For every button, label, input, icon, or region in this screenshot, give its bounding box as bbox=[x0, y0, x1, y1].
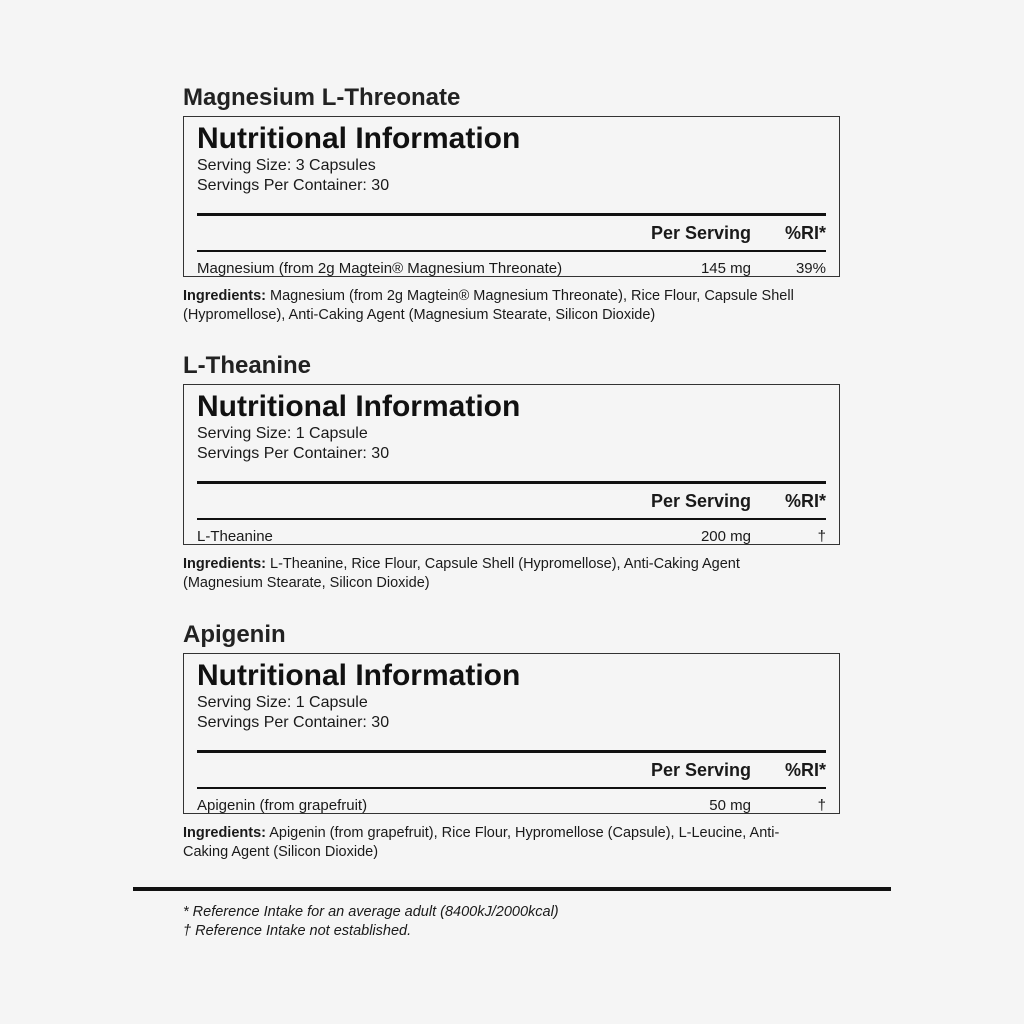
nutrition-panel bbox=[183, 116, 840, 277]
ingredients-text: L-Theanine, Rice Flour, Capsule Shell (Hypromellose), Anti-Caking Agent (Magnesium Stearate, Silicon Dioxide) bbox=[183, 556, 740, 591]
servings-per-container: Servings Per Container: 30 bbox=[197, 714, 390, 731]
per-serving-value: 200 mg bbox=[700, 527, 751, 545]
ingredients-text: Magnesium (from 2g Magtein® Magnesium Threonate), Rice Flour, Capsule Shell (Hypromellose), Anti-Caking Agent (Magnesium Stearate, Silicon Dioxide) bbox=[183, 288, 794, 323]
footnote-reference-intake: * Reference Intake for an average adult (8400kJ/2000kcal) bbox=[183, 904, 559, 920]
nutrition-panel bbox=[183, 384, 840, 545]
ingredients bbox=[183, 287, 823, 325]
table-header bbox=[197, 753, 826, 787]
table-row bbox=[197, 520, 826, 552]
footer-divider bbox=[133, 887, 891, 891]
ri-header: %RI* bbox=[784, 759, 826, 780]
per-serving-header: Per Serving bbox=[650, 759, 751, 780]
product-section-theanine bbox=[183, 352, 840, 593]
nutrient-name: L-Theanine bbox=[197, 527, 273, 545]
ri-header: %RI* bbox=[784, 222, 826, 243]
ingredients-label: Ingredients: bbox=[183, 825, 266, 841]
per-serving-value: 50 mg bbox=[709, 796, 751, 814]
serving-size: Serving Size: 1 Capsule bbox=[197, 425, 368, 442]
table-row bbox=[197, 252, 826, 284]
servings-per-container: Servings Per Container: 30 bbox=[197, 177, 390, 194]
per-serving-header: Per Serving bbox=[650, 490, 751, 511]
ingredients bbox=[183, 824, 823, 862]
nutrient-name: Magnesium (from 2g Magtein® Magnesium Threonate) bbox=[197, 259, 563, 277]
ri-value: † bbox=[817, 527, 826, 545]
ri-header: %RI* bbox=[784, 490, 826, 511]
footnote-not-established: † Reference Intake not established. bbox=[183, 923, 412, 939]
nutrient-name: Apigenin (from grapefruit) bbox=[197, 796, 368, 814]
product-title: L-Theanine bbox=[183, 352, 312, 379]
footnotes bbox=[183, 903, 559, 941]
product-title: Magnesium L-Threonate bbox=[183, 84, 461, 111]
ingredients-label: Ingredients: bbox=[183, 288, 266, 304]
servings-per-container: Servings Per Container: 30 bbox=[197, 445, 390, 462]
product-title: Apigenin bbox=[183, 621, 286, 648]
ingredients-label: Ingredients: bbox=[183, 556, 266, 572]
product-section-magnesium bbox=[183, 84, 840, 325]
table-header bbox=[197, 484, 826, 518]
ingredients bbox=[183, 555, 823, 593]
per-serving-value: 145 mg bbox=[700, 259, 751, 277]
panel-heading: Nutritional Information bbox=[197, 122, 521, 155]
panel-heading: Nutritional Information bbox=[197, 659, 521, 692]
product-section-apigenin bbox=[183, 621, 840, 862]
ri-value: 39% bbox=[795, 259, 826, 277]
per-serving-header: Per Serving bbox=[650, 222, 751, 243]
table-header bbox=[197, 216, 826, 250]
serving-size: Serving Size: 3 Capsules bbox=[197, 157, 376, 174]
serving-size: Serving Size: 1 Capsule bbox=[197, 694, 368, 711]
nutrition-panel bbox=[183, 653, 840, 814]
ingredients-text: Apigenin (from grapefruit), Rice Flour, Hypromellose (Capsule), L-Leucine, Anti-Caking Agent (Silicon Dioxide) bbox=[183, 825, 780, 860]
panel-heading: Nutritional Information bbox=[197, 390, 521, 423]
ri-value: † bbox=[817, 796, 826, 814]
table-row bbox=[197, 789, 826, 821]
